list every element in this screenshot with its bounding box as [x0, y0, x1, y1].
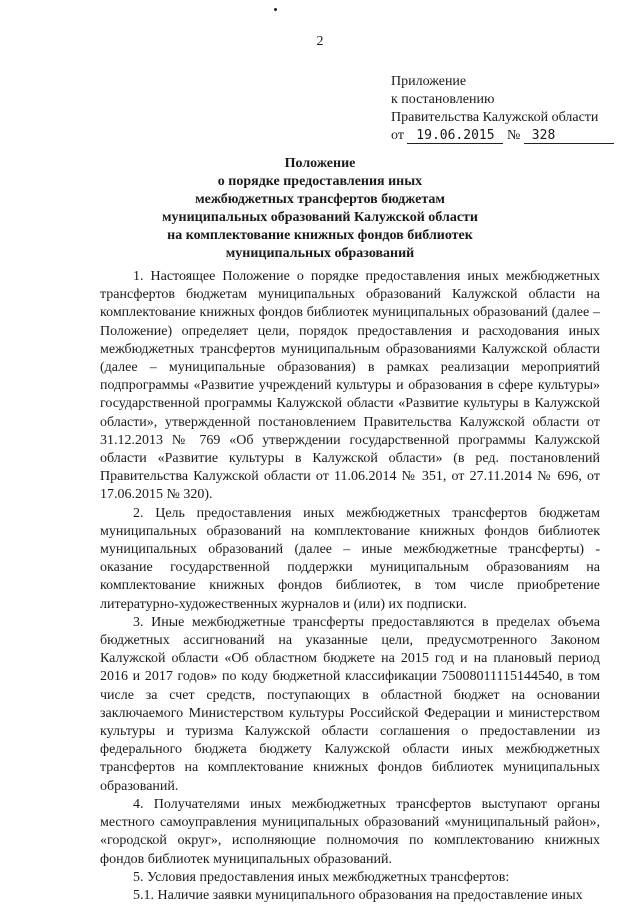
paragraph-4: 4. Получателями иных межбюджетных трансфертов выступают органы местного самоуправления муниципальных образований «муниципальный район», «городской округ», исполняющие полномочия по комплектованию книжных фондов библиотек муниципальных образований. — [100, 796, 600, 867]
number-prefix: № — [506, 128, 521, 143]
document-body — [100, 268, 600, 905]
title-line: о порядке предоставления иных — [217, 174, 423, 189]
paragraph-2: 2. Цель предоставления иных межбюджетных трансфертов бюджетам муниципальных образований на комплектование книжных фондов библиотек муниципальных образований (далее – иные межбюджетные трансферты) - оказание государственной поддержки муниципальным образованиям на комплектование книжных фондов библиотек, в том числе приобретение литературно-художественных журналов и (или) их подписки. — [100, 505, 600, 612]
date-prefix: от — [391, 128, 404, 143]
paragraph-5-1: 5.1. Наличие заявки муниципального образования на предоставление иных — [133, 887, 583, 903]
approval-line-1: Приложение — [391, 74, 467, 89]
approval-stamp-block — [391, 73, 621, 145]
title-line: муниципальных образований — [225, 246, 415, 261]
approval-date-number-line — [391, 127, 621, 145]
approval-line-2: к постановлению — [391, 92, 495, 107]
decree-number: 328 — [524, 128, 614, 144]
title-line: Положение — [284, 156, 356, 171]
paragraph-3: 3. Иные межбюджетные трансферты предоставляются в пределах объема бюджетных ассигнований на указанные цели, предусмотренного Законом Калужской области «Об областном бюджете на 2015 год и на плановый период 2016 и 2017 годов» по коду бюджетной классификации 75008011115144540, в том числе за счет средств, поступающих в областной бюджет на основании заключаемого Министерством культуры Российской Федерации и министерством культуры и туризма Калужской области соглашения о предоставлении из федерального бюджета бюджету Калужской области иных межбюджетных трансфертов на комплектование книжных фондов библиотек муниципальных образований. — [100, 614, 600, 794]
paragraph-1: 1. Настоящее Положение о порядке предоставления иных межбюджетных трансфертов бюджетам муниципальных образований Калужской области на комплектование книжных фондов библиотек муниципальных образований (далее – Положение) определяет цели, порядок предоставления и расходования иных межбюджетных трансфертов муниципальным образованиями Калужской области (далее – муниципальные образования) в рамках реализации мероприятий подпрограммы «Развитие учреждений культуры и образования в сфере культуры» государственной программы Калужской области «Развитие культуры в Калужской области», утвержденной постановлением Правительства Калужской области от 31.12.2013 № 769 «Об утверждении государственной программы Калужской области «Развитие культуры в Калужской области» (в ред. постановлений Правительства Калужской области от 11.06.2014 № 351, от 27.11.2014 № 696, от 17.06.2015 № 320). — [100, 269, 600, 503]
decree-date: 19.06.2015 — [407, 128, 503, 144]
scan-speck — [274, 8, 277, 11]
paragraph-5: 5. Условия предоставления иных межбюджетных трансфертов: — [133, 869, 510, 885]
page-number: 2 — [316, 34, 324, 49]
title-line: межбюджетных трансфертов бюджетам — [195, 192, 445, 207]
title-line: на комплектование книжных фондов библиотек — [167, 228, 473, 243]
title-line: муниципальных образований Калужской области — [162, 210, 478, 225]
document-title — [100, 155, 540, 263]
approval-line-3: Правительства Калужской области — [391, 110, 599, 125]
